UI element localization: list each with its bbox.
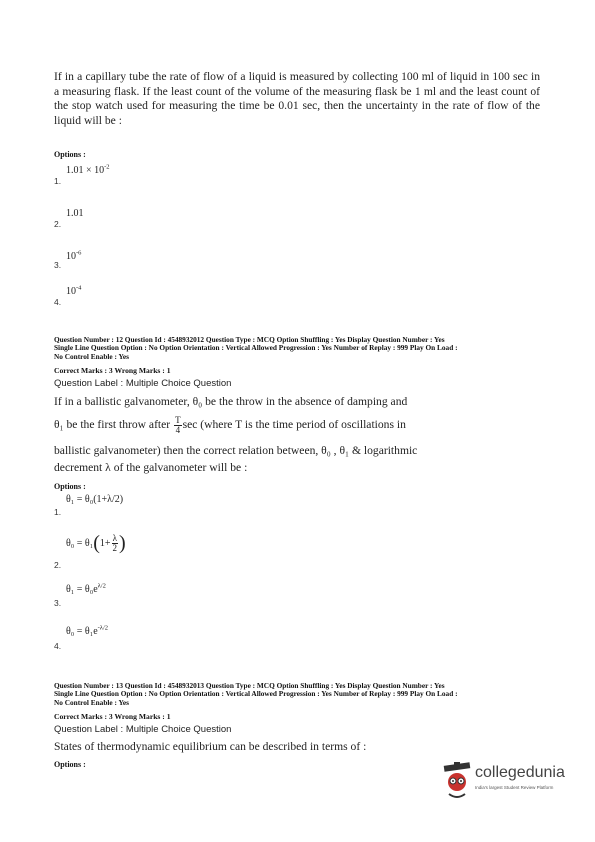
logo-tagline: India's largest Student Review Platform: [475, 785, 554, 790]
q13-meta-line-2: Single Line Question Option : No Option Orientation : Vertical Allowed Progression : Yes Number of Replay : 999 Play On Load :: [54, 689, 458, 699]
q12-option-2-number: 2.: [54, 560, 62, 570]
q11-option-1-value[interactable]: $1.01 \times 10^{-2}$: [66, 163, 110, 176]
q11-option-2-number: 2.: [54, 219, 62, 229]
q13-meta: [54, 682, 544, 707]
q12-option-3-value[interactable]: $\theta_1 = \theta_0e^{\lambda/2}$: [66, 582, 106, 595]
q13-question-text: States of thermodynamic equilibrium can be described in terms of :: [54, 740, 367, 753]
mascot-icon: [440, 762, 474, 802]
q12-fraction-t-over-4: $\frac{T}{4}$: [175, 415, 181, 435]
q11-options-label: Options :: [54, 150, 86, 159]
collegedunia-logo: [440, 760, 580, 806]
q12-question-text-line-4: decrement λ of the galvanometer will be :: [54, 461, 248, 474]
q12-meta-line-3: No Control Enable : Yes: [54, 351, 129, 361]
q12-meta: [54, 336, 544, 361]
q11-option-1-number: 1.: [54, 176, 62, 186]
q12-option-1-number: 1.: [54, 507, 62, 517]
q12-option-2-value[interactable]: θ₀ = θ₁(1+ $\frac{\lambda}{2}$ ): [66, 532, 126, 554]
q12-question-text-line-2: θ₁ be the first throw after $\frac{T}{4}$ sec (where T is the time period of oscillations in: [54, 415, 406, 435]
q12-options-label: Options :: [54, 482, 86, 491]
q12-option-4-value[interactable]: $\theta_0 = \theta_1e^{-\lambda/2}$: [66, 624, 109, 637]
q11-question-text: If in a capillary tube the rate of flow of a liquid is measured by collecting 100 ml of liquid in 100 sec in a measuring flask. If the least count of the volume of the measuring flask be 1 ml and the least count of the stop watch used for measuring the time be 0.01 sec, then the uncertainty in the rate of flow of the liquid will be :: [54, 70, 540, 127]
q13-question-label: Question Label : Multiple Choice Question: [54, 724, 232, 735]
q12-option-3-number: 3.: [54, 598, 62, 608]
q11-option-3-value[interactable]: $10^{-6}$: [66, 249, 82, 262]
q11-option-4-value[interactable]: $10^{-4}$: [66, 284, 82, 297]
q13-meta-line-3: No Control Enable : Yes: [54, 697, 129, 707]
q11-option-2-value[interactable]: 1.01: [66, 208, 84, 219]
q12-meta-line-2: Single Line Question Option : No Option Orientation : Vertical Allowed Progression : Yes Number of Replay : 999 Play On Load :: [54, 343, 458, 353]
q12-question-label: Question Label : Multiple Choice Question: [54, 378, 232, 389]
q12-marks: Correct Marks : 3 Wrong Marks : 1: [54, 366, 171, 375]
q13-marks: Correct Marks : 3 Wrong Marks : 1: [54, 712, 171, 721]
q13-options-label: Options :: [54, 760, 86, 769]
logo-wordmark: collegedunia: [475, 764, 565, 781]
q12-question-text-line-3: ballistic galvanometer) then the correct relation between, θ₀ , θ₁ & logarithmic: [54, 444, 418, 457]
q11-option-3-number: 3.: [54, 260, 62, 270]
q12-option-4-number: 4.: [54, 641, 62, 651]
q11-option-4-number: 4.: [54, 297, 62, 307]
q12-question-text-line-1: If in a ballistic galvanometer, θ₀ be the throw in the absence of damping and: [54, 395, 408, 408]
q12-option-1-value[interactable]: θ₁ = θ₀(1+λ/2): [66, 494, 124, 505]
q12-meta-line-1: Question Number : 12 Question Id : 4548932012 Question Type : MCQ Option Shuffling : Yes Display Question Number : Yes: [54, 335, 445, 344]
q13-meta-line-1: Question Number : 13 Question Id : 4548932013 Question Type : MCQ Option Shuffling : Yes Display Question Number : Yes: [54, 681, 445, 690]
